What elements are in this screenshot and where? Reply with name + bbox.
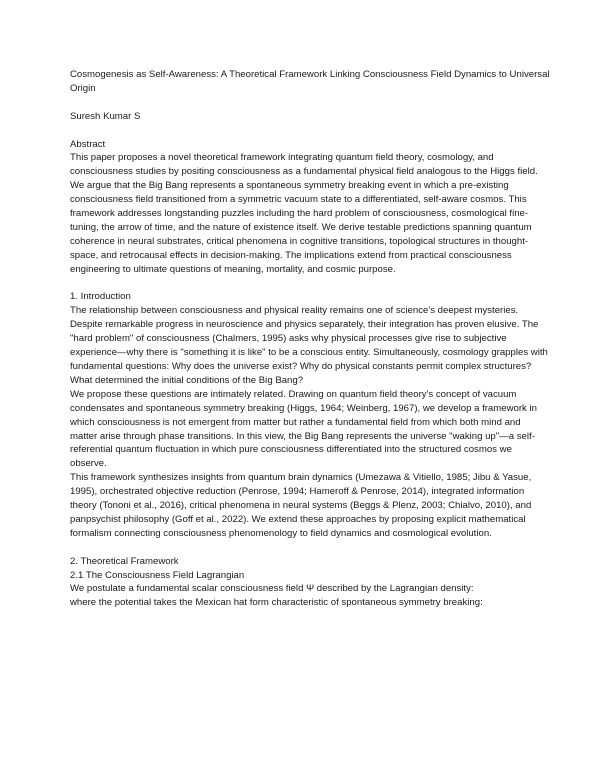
introduction-heading: 1. Introduction [70,291,131,303]
framework-section [70,555,550,611]
paper-title: Cosmogenesis as Self-Awareness: A Theoretical Framework Linking Consciousness Field Dynamics to Universal Origin [70,69,550,94]
introduction-paragraph: The relationship between consciousness and physical reality remains one of science's deepest mysteries. Despite remarkable progress in neuroscience and physics separately, their integration has proven elusive. The "hard problem" of consciousness (Chalmers, 1995) asks why physical processes give rise to subjective experience—why there is "something it is like" to be a conscious entity. Simultaneously, cosmology grapples with fundamental questions: Why does the universe exist? Why do physical constants permit complex structures? What determined the initial conditions of the Big Bang? [70,305,548,386]
abstract-heading: Abstract [70,138,106,150]
framework-heading: 2. Theoretical Framework [70,555,179,567]
framework-paragraph: where the potential takes the Mexican hat form characteristic of spontaneous symmetry breaking: [70,597,483,609]
introduction-paragraph: We propose these questions are intimately related. Drawing on quantum field theory's concept of vacuum condensates and spontaneous symmetry breaking (Higgs, 1964; Weinberg, 1967), we develop a framework in which consciousness is not emergent from matter but rather a fundamental field from which both mind and matter arise through phase transitions. In this view, the Big Bang represents the universe "waking up"—a self-referential quantum fluctuation in which pure consciousness differentiated into the structured cosmos we observe. [70,388,537,470]
introduction-section [70,290,550,540]
abstract-section [70,138,550,277]
abstract-text: This paper proposes a novel theoretical framework integrating quantum field theory, cosmology, and consciousness studies by positing consciousness as a fundamental physical field analogous to the Higgs field. We argue that the Big Bang represents a spontaneous symmetry breaking event in which a pre-existing consciousness field transitioned from a symmetric vacuum state to a differentiated, self-aware cosmos. This framework addresses longstanding puzzles including the hard problem of consciousness, cosmological fine-tuning, the arrow of time, and the nature of existence itself. We derive testable predictions spanning quantum coherence in neural substrates, critical phenomena in cognitive transitions, topological structures in thought-space, and retrocausal effects in decision-making. The implications extend from practical consciousness engineering to ultimate questions of meaning, mortality, and cosmic purpose. [70,152,538,275]
framework-paragraph: We postulate a fundamental scalar consciousness field Ψ described by the Lagrangian density: [70,583,474,595]
document-page [70,68,550,610]
introduction-paragraph: This framework synthesizes insights from quantum brain dynamics (Umezawa & Vitiello, 1985; Jibu & Yasue, 1995), orchestrated objective reduction (Penrose, 1994; Hameroff & Penrose, 2014), integrated information theory (Tononi et al., 2016), critical phenomena in neural systems (Beggs & Plenz, 2003; Chialvo, 2010), and panpsychist philosophy (Goff et al., 2022). We extend these approaches by proposing explicit mathematical formalism connecting consciousness phenomenology to field dynamics and cosmological evolution. [70,472,532,539]
author-name: Suresh Kumar S [70,110,141,122]
framework-subheading: 2.1 The Consciousness Field Lagrangian [70,569,245,581]
